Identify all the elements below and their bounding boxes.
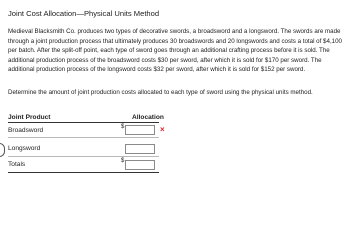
- problem-instructions: Determine the amount of joint production costs allocated to each type of sword using the physical units method.: [8, 89, 313, 96]
- scroll-edge-handle[interactable]: [0, 143, 5, 157]
- problem-scenario: Medieval Blacksmith Co. produces two types of decorative swords, a broadsword and a longsword. The swords are made through a joint production process that ultimately produces 30 broadswords and 20 longswords and costs a total of $4,100 per batch. After the split-off point, each type of sword goes through an additional crafting process before it is sold. The additional production process of the broadsword costs $30 per sword, after which it is sold for $170 per sword. The additional production process of the longsword costs $32 per sword, after which it is sold for $152 per sword.: [8, 28, 342, 73]
- header-divider: [8, 122, 159, 123]
- totals-allocation-input[interactable]: [125, 160, 155, 170]
- problem-title: Joint Cost Allocation—Physical Units Method: [8, 9, 160, 18]
- row-label-totals: Totals: [8, 161, 26, 168]
- incorrect-x-icon: [160, 125, 165, 134]
- row-divider-1: [8, 137, 159, 138]
- longsword-allocation-input[interactable]: [125, 144, 155, 154]
- row-label-longsword: Longsword: [8, 145, 41, 152]
- incorrect-x-glyph: ×: [160, 125, 165, 134]
- column-header-joint-product: Joint Product: [8, 114, 51, 121]
- broadsword-allocation-input[interactable]: [125, 125, 155, 135]
- totals-divider: [8, 172, 159, 173]
- row-divider-2: [8, 156, 159, 157]
- currency-symbol-broadsword: $: [121, 124, 125, 130]
- currency-symbol-totals: $: [121, 158, 125, 164]
- row-label-broadsword: Broadsword: [8, 127, 44, 134]
- column-header-allocation: Allocation: [132, 114, 164, 121]
